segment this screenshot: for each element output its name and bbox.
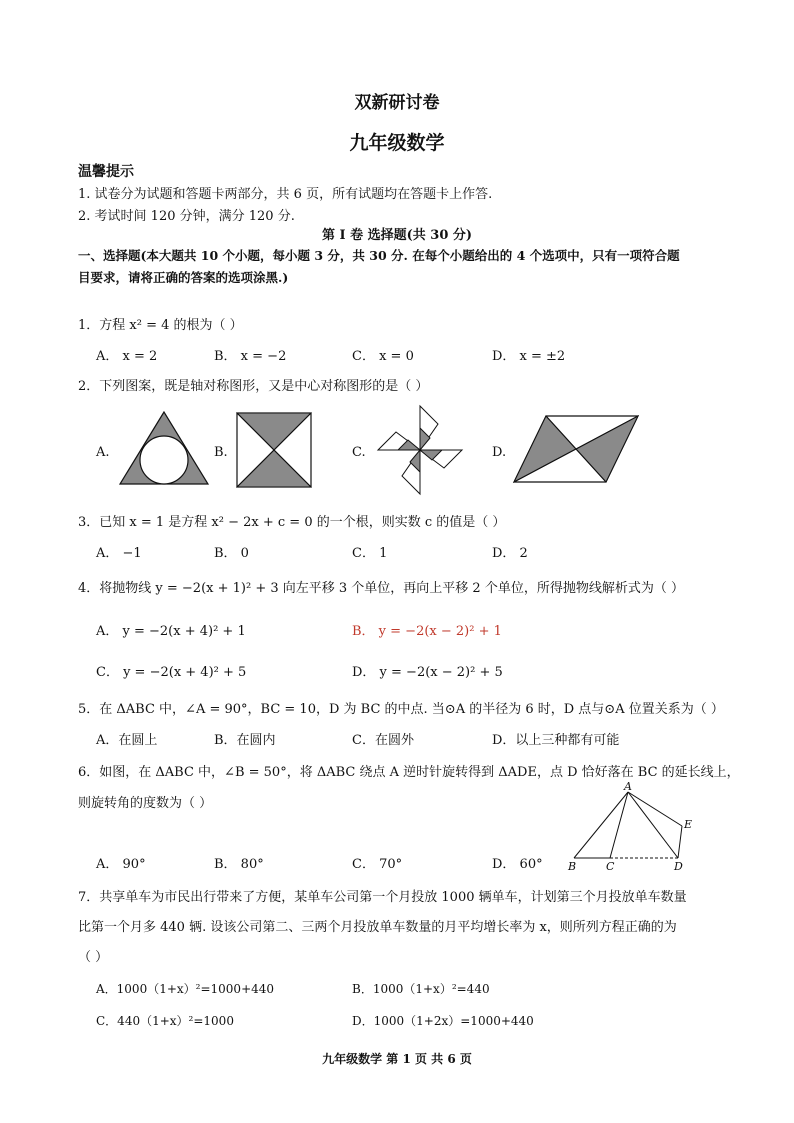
question-3-option-c[interactable]: C． 1 xyxy=(352,546,388,561)
question-2-option-b[interactable]: B. xyxy=(214,445,228,460)
question-3-option-a[interactable]: A． −1 xyxy=(96,546,142,561)
question-3-option-b[interactable]: B． 0 xyxy=(214,546,249,561)
figure-triangle-circle xyxy=(118,410,210,486)
question-5-option-c[interactable]: C．在圆外 xyxy=(352,733,414,748)
question-1-option-d[interactable]: D． x = ±2 xyxy=(492,349,566,364)
figure-rotation-triangle xyxy=(562,780,702,874)
question-2-stem: 2．下列图案，既是轴对称图形，又是中心对称图形的是（ ） xyxy=(78,379,429,394)
question-2-option-c[interactable]: C. xyxy=(352,445,366,460)
figure-parallelogram xyxy=(512,414,640,484)
question-2-option-a[interactable]: A. xyxy=(96,445,110,460)
question-1-option-a[interactable]: A． x = 2 xyxy=(96,349,158,364)
question-1-option-b[interactable]: B． x = −2 xyxy=(214,349,287,364)
question-7-option-a[interactable]: A．1000（1+x）²=1000+440 xyxy=(96,982,275,996)
question-3-stem: 3．已知 x = 1 是方程 x² − 2x + c = 0 的一个根，则实数 c 的值是（ ） xyxy=(78,515,506,530)
question-5-option-b[interactable]: B．在圆内 xyxy=(214,733,276,748)
question-3-option-d[interactable]: D． 2 xyxy=(492,546,528,561)
question-7-stem-3: （ ） xyxy=(78,950,109,965)
tips-line-2: 2. 考试时间 120 分钟，满分 120 分. xyxy=(78,209,295,224)
page-title: 九年级数学 xyxy=(349,132,445,154)
question-6-option-d[interactable]: D． 60° xyxy=(492,857,543,872)
question-4-option-a[interactable]: A． y = −2(x + 4)² + 1 xyxy=(96,624,246,639)
question-5-stem: 5．在 ΔABC 中，∠A = 90°，BC = 10，D 为 BC 的中点. 当⊙A 的半径为 6 时，D 点与⊙A 位置关系为（ ） xyxy=(78,702,724,717)
question-4-option-d[interactable]: D． y = −2(x − 2)² + 5 xyxy=(352,665,503,680)
question-5-option-a[interactable]: A．在圆上 xyxy=(96,733,158,748)
question-7-stem-2: 比第一个月多 440 辆. 设该公司第二、三两个月投放单车数量的月平均增长率为 x，则所列方程正确的为 xyxy=(78,920,677,935)
question-2-option-d[interactable]: D. xyxy=(492,445,507,460)
figure-label-c: C xyxy=(606,860,615,873)
question-6-stem-2: 则旋转角的度数为（ ） xyxy=(78,796,213,811)
question-1-stem: 1．方程 x² = 4 的根为（ ） xyxy=(78,318,243,333)
tips-heading: 温馨提示 xyxy=(78,164,134,180)
section-instruction-2: 目要求，请将正确的答案的选项涂黑.) xyxy=(78,270,289,285)
figure-label-d: D xyxy=(674,860,683,873)
question-4-option-c[interactable]: C． y = −2(x + 4)² + 5 xyxy=(96,665,247,680)
subtitle: 双新研讨卷 xyxy=(354,93,440,113)
question-4-option-b[interactable]: B． y = −2(x − 2)² + 1 xyxy=(352,624,502,639)
section-title: 第 I 卷 选择题(共 30 分) xyxy=(321,228,473,243)
question-6-option-b[interactable]: B． 80° xyxy=(214,857,264,872)
tips-line-1: 1. 试卷分为试题和答题卡两部分，共 6 页，所有试题均在答题卡上作答. xyxy=(78,187,493,202)
question-6-stem: 6．如图，在 ΔABC 中，∠B = 50°，将 ΔABC 绕点 A 逆时针旋转得到 ΔADE，点 D 恰好落在 BC 的延长线上， xyxy=(78,765,740,780)
figure-pinwheel xyxy=(374,402,466,498)
question-4-stem: 4．将抛物线 y = −2(x + 1)² + 3 向左平移 3 个单位，再向上平移 2 个单位，所得抛物线解析式为（ ） xyxy=(78,581,684,596)
question-7-stem: 7．共享单车为市民出行带来了方便，某单车公司第一个月投放 1000 辆单车，计划第三个月投放单车数量 xyxy=(78,890,687,905)
figure-square-hourglass xyxy=(236,412,312,488)
question-7-option-c[interactable]: C．440（1+x）²=1000 xyxy=(96,1014,234,1028)
question-6-option-a[interactable]: A． 90° xyxy=(96,857,146,872)
question-1-option-c[interactable]: C． x = 0 xyxy=(352,349,414,364)
question-6-option-c[interactable]: C． 70° xyxy=(352,857,403,872)
figure-label-e: E xyxy=(684,818,693,831)
figure-label-b: B xyxy=(568,860,577,873)
figure-label-a: A xyxy=(624,780,632,793)
question-5-option-d[interactable]: D．以上三种都有可能 xyxy=(492,733,620,748)
question-7-option-b[interactable]: B．1000（1+x）²=440 xyxy=(352,982,490,996)
question-7-option-d[interactable]: D．1000（1+2x）=1000+440 xyxy=(352,1014,534,1028)
page-footer: 九年级数学 第 1 页 共 6 页 xyxy=(322,1052,472,1066)
section-instruction-1: 一、选择题(本大题共 10 个小题，每小题 3 分，共 30 分. 在每个小题给出的 4 个选项中，只有一项符合题 xyxy=(78,248,680,263)
